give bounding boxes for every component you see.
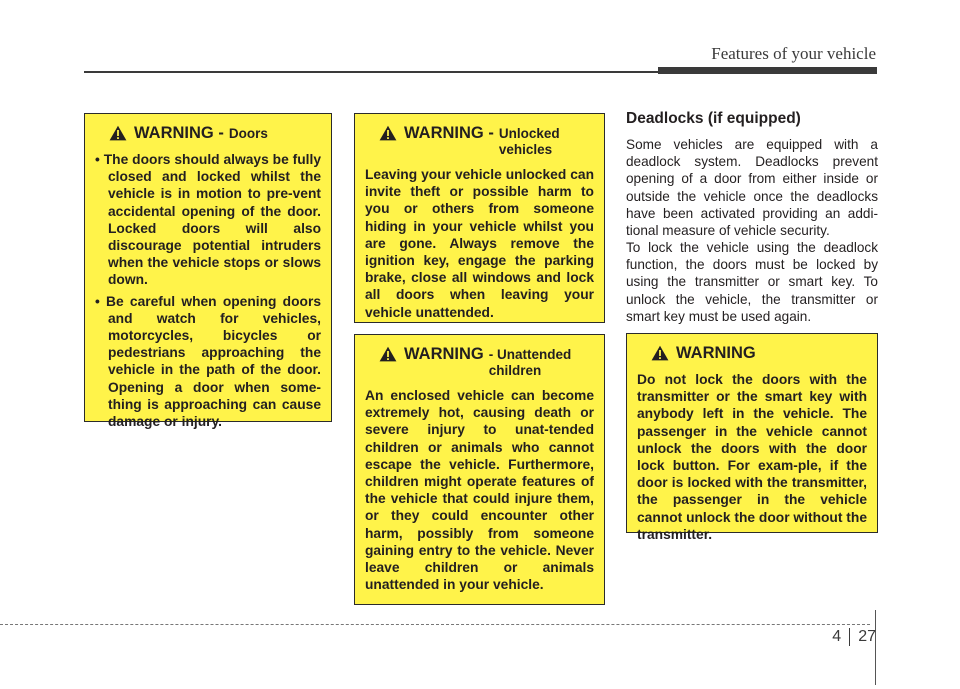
- chapter-number: 4: [832, 628, 842, 645]
- body-paragraph: To lock the vehicle using the deadlock function, the doors must be locked by using the transmitter or smart key. To unlock the vehicle, the transmitter or smart key must be used again.: [626, 240, 878, 324]
- warning-word: WARNING: [676, 344, 756, 362]
- warning-triangle-icon: [379, 125, 397, 141]
- warning-text: Do not lock the doors with the transmitter or the smart key with anybody left in the vehicle. The passenger in the vehicle cannot unlock the doors with the door lock button. For exam-ple, if the door is locked with the transmitter, the passenger in the vehicle cannot unlock the door without the transmitter.: [637, 372, 867, 542]
- warning-bullet-list: [95, 151, 321, 430]
- warning-word: WARNING -: [134, 124, 224, 142]
- warning-box-unattended-children: [354, 334, 605, 605]
- warning-triangle-icon: [379, 346, 397, 362]
- warning-subject: - Unattended children: [488, 347, 572, 378]
- warning-subject: Doors: [228, 126, 268, 141]
- warning-box-deadlock: [626, 333, 878, 542]
- page-number-divider: [849, 628, 850, 646]
- section-heading: Deadlocks (if equipped): [626, 110, 801, 127]
- page-number-value: 27: [858, 628, 876, 645]
- warning-box-doors: [84, 113, 332, 430]
- footer-rule: [0, 624, 870, 625]
- warning-word: WARNING -: [404, 124, 494, 142]
- header-rule-accent: [658, 67, 877, 74]
- warning-bullet: • Be careful when opening doors and watch for vehicles, motorcycles, bicycles or pedestrians approaching the vehicle in the path of the door. Opening a door when some-thing is approaching can cause damage or injury.: [95, 293, 321, 430]
- warning-text: An enclosed vehicle can become extremely hot, causing death or severe injury to unat-tended children or animals who cannot escape the vehicle. Furthermore, children might operate features of the vehicle that could injure them, or they could encounter other harm, possibly from someone gaining entry to the vehicle. Never leave children or animals unattended in your vehicle.: [365, 388, 594, 593]
- header-rule: [84, 71, 664, 73]
- warning-triangle-icon: [651, 345, 669, 361]
- body-paragraph: Some vehicles are equipped with a deadlock system. Deadlocks prevent opening of a door from either inside or outside the vehicle once the deadlocks have been activated providing an addi-tional measure of vehicle security.: [626, 137, 878, 239]
- page-header-title: Features of your vehicle: [711, 44, 876, 63]
- warning-word: WARNING: [404, 345, 484, 363]
- page-edge-tick: [875, 610, 876, 685]
- warning-triangle-icon: [109, 125, 127, 141]
- warning-text: Leaving your vehicle unlocked can invite theft or possible harm to you or others from someone hiding in your vehicle whilst you are gone. Always remove the ignition key, engage the parking brake, close all windows and lock all doors when leaving your vehicle unattended.: [365, 167, 594, 320]
- warning-subject: Unlocked vehicles: [498, 126, 560, 157]
- warning-bullet: • The doors should always be fully closed and locked whilst the vehicle is in motion to pre-vent accidental opening of the door. Locked doors will also discourage potential intruders when the vehicle stops or slows down.: [95, 152, 321, 288]
- page-number: [832, 628, 876, 646]
- warning-box-unlocked-vehicles: [354, 113, 605, 323]
